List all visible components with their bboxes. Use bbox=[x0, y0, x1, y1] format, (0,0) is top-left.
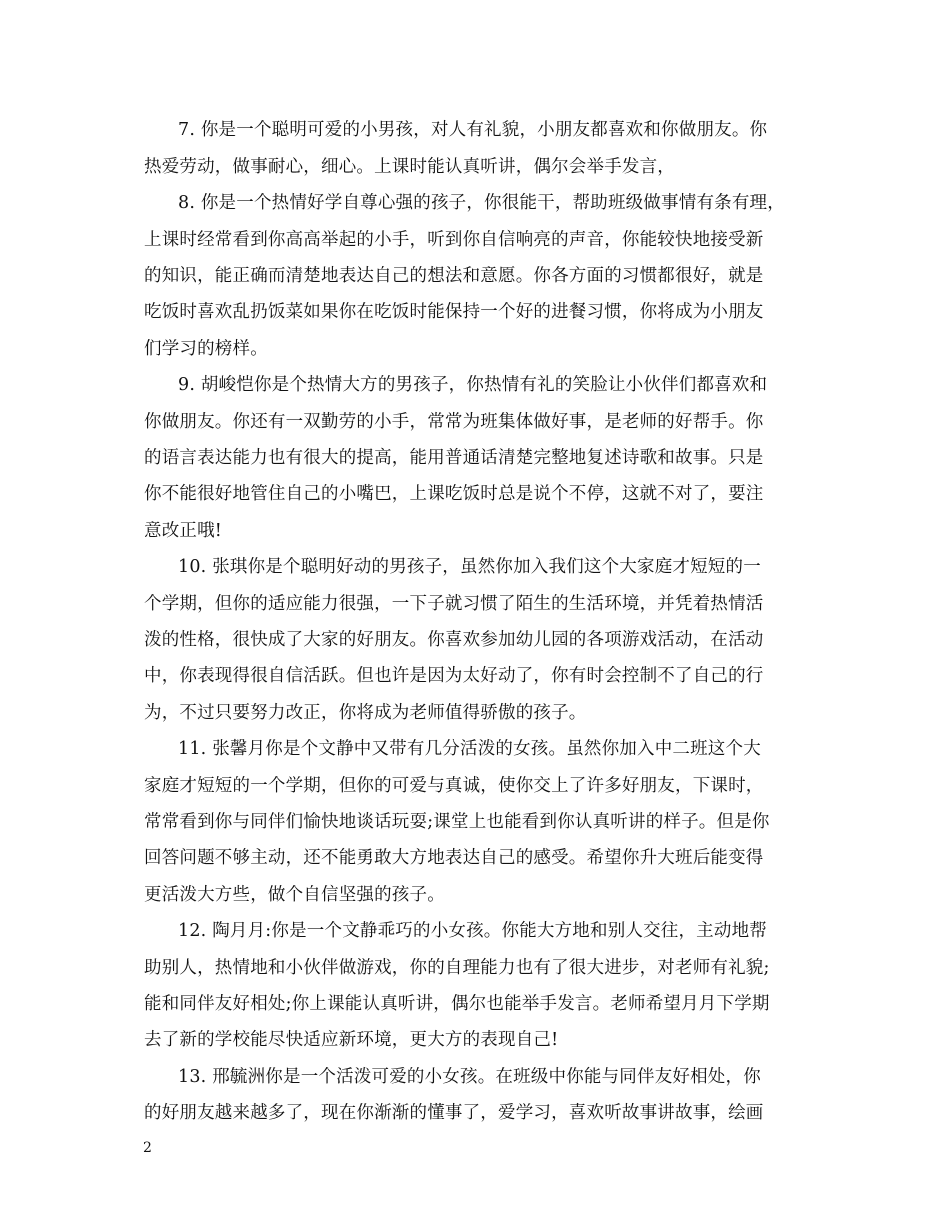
text-line: 12. 陶月月:你是一个文静乖巧的小女孩。你能大方地和别人交往，主动地帮 bbox=[178, 921, 767, 941]
text-line: 个学期，但你的适应能力很强，一下子就习惯了陌生的生活环境，并凭着热情活 bbox=[144, 594, 764, 614]
text-line: 的语言表达能力也有很大的提高，能用普通话清楚完整地复述诗歌和故事。只是 bbox=[144, 448, 764, 468]
text-line: 10. 张琪你是个聪明好动的男孩子，虽然你加入我们这个大家庭才短短的一 bbox=[178, 557, 761, 577]
text-line: 更活泼大方些，做个自信坚强的孩子。 bbox=[144, 885, 445, 905]
text-line: 8. 你是一个热情好学自尊心强的孩子，你很能干，帮助班级做事情有条有理， bbox=[178, 193, 785, 213]
text-line: 热爱劳动，做事耐心，细心。上课时能认真听讲，偶尔会举手发言， bbox=[144, 157, 675, 177]
text-line: 7. 你是一个聪明可爱的小男孩，对人有礼貌，小朋友都喜欢和你做朋友。你 bbox=[178, 120, 768, 140]
text-line: 吃饭时喜欢乱扔饭菜如果你在吃饭时能保持一个好的进餐习惯，你将成为小朋友 bbox=[144, 302, 764, 322]
text-line: 去了新的学校能尽快适应新环境，更大方的表现自己! bbox=[144, 1030, 559, 1050]
text-line: 家庭才短短的一个学期，但你的可爱与真诚，使你交上了许多好朋友，下课时， bbox=[144, 776, 764, 796]
text-line: 为，不过只要努力改正，你将成为老师值得骄傲的孩子。 bbox=[144, 703, 587, 723]
text-line: 你不能很好地管住自己的小嘴巴，上课吃饭时总是说个不停，这就不对了，要注 bbox=[144, 484, 764, 504]
text-line: 常常看到你与同伴们愉快地谈话玩耍;课堂上也能看到你认真听讲的样子。但是你 bbox=[144, 812, 770, 832]
text-line: 的知识，能正确而清楚地表达自己的想法和意愿。你各方面的习惯都很好，就是 bbox=[144, 266, 764, 286]
text-line: 13. 邢毓洲你是一个活泼可爱的小女孩。在班级中你能与同伴友好相处，你 bbox=[178, 1067, 761, 1087]
text-line: 9. 胡峻恺你是个热情大方的男孩子，你热情有礼的笑脸让小伙伴们都喜欢和 bbox=[178, 375, 768, 395]
text-line: 的好朋友越来越多了，现在你渐渐的懂事了，爱学习，喜欢听故事讲故事，绘画 bbox=[144, 1103, 764, 1123]
page-number: 2 bbox=[143, 1140, 152, 1156]
text-line: 泼的性格，很快成了大家的好朋友。你喜欢参加幼儿园的各项游戏活动，在活动 bbox=[144, 630, 764, 650]
text-line: 上课时经常看到你高高举起的小手，听到你自信响亮的声音，你能较快地接受新 bbox=[144, 230, 764, 250]
text-line: 能和同伴友好相处;你上课能认真听讲，偶尔也能举手发言。老师希望月月下学期 bbox=[144, 994, 770, 1014]
text-line: 你做朋友。你还有一双勤劳的小手，常常为班集体做好事，是老师的好帮手。你 bbox=[144, 412, 764, 432]
text-line: 们学习的榜样。 bbox=[144, 339, 268, 359]
text-line: 回答问题不够主动，还不能勇敢大方地表达自己的感受。希望你升大班后能变得 bbox=[144, 848, 764, 868]
text-line: 中，你表现得很自信活跃。但也许是因为太好动了，你有时会控制不了自己的行 bbox=[144, 666, 764, 686]
text-line: 助别人，热情地和小伙伴做游戏，你的自理能力也有了很大进步，对老师有礼貌; bbox=[144, 958, 770, 978]
text-line: 意改正哦! bbox=[144, 521, 223, 541]
text-line: 11. 张馨月你是个文静中又带有几分活泼的女孩。虽然你加入中二班这个大 bbox=[178, 739, 761, 759]
